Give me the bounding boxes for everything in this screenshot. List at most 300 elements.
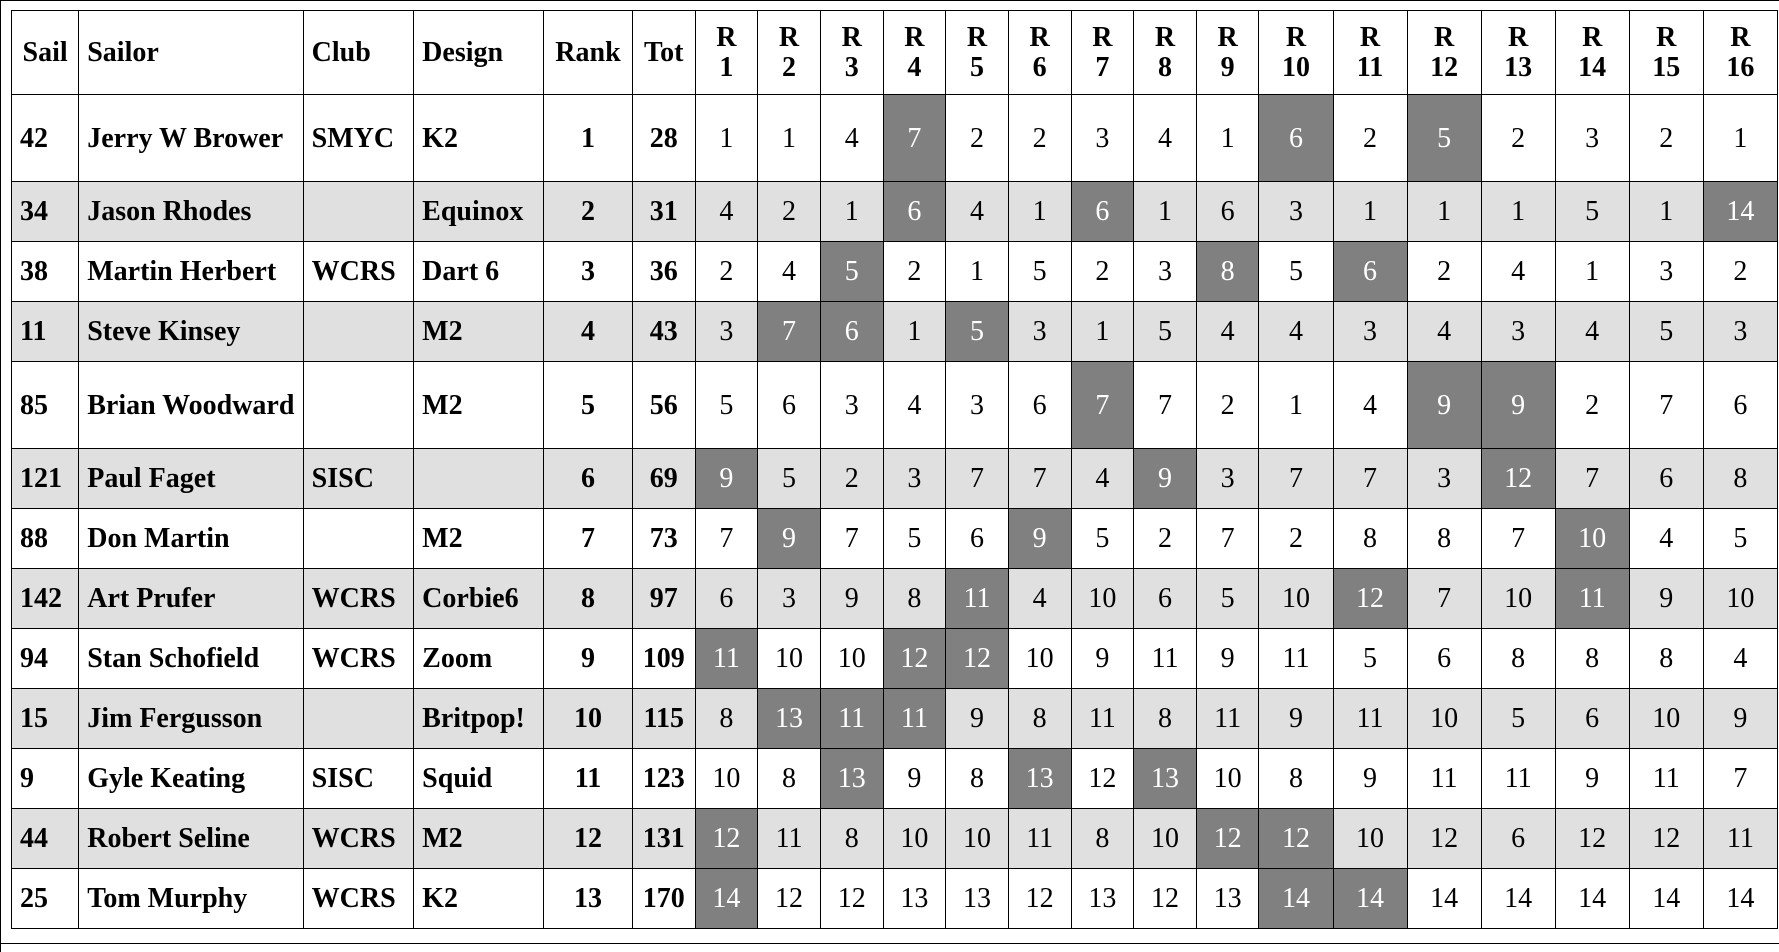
table-row xyxy=(12,242,1778,302)
table-row xyxy=(12,869,1778,929)
page-left-rule xyxy=(0,0,1,952)
cell-race-2-score: 7 xyxy=(758,302,821,362)
cell-club xyxy=(303,182,414,242)
cell-race-14-score: 11 xyxy=(1555,569,1629,629)
cell-race-4-score: 7 xyxy=(883,95,946,182)
table-row xyxy=(12,809,1778,869)
cell-race-12-score: 3 xyxy=(1407,449,1481,509)
cell-race-12-score: 7 xyxy=(1407,569,1481,629)
cell-race-2-score: 2 xyxy=(758,182,821,242)
header-race-10[interactable] xyxy=(1259,11,1333,95)
cell-race-13-score: 6 xyxy=(1481,809,1555,869)
cell-race-10-score: 9 xyxy=(1259,689,1333,749)
cell-design: M2 xyxy=(414,809,544,869)
cell-race-5-score: 11 xyxy=(946,569,1009,629)
cell-club xyxy=(303,362,414,449)
page-top-rule xyxy=(0,0,1779,1)
cell-race-4-score: 1 xyxy=(883,302,946,362)
cell-club: WCRS xyxy=(303,809,414,869)
header-design[interactable]: Design xyxy=(414,11,544,95)
header-race-6[interactable] xyxy=(1008,11,1071,95)
cell-race-16-score: 8 xyxy=(1703,449,1777,509)
cell-race-5-score: 7 xyxy=(946,449,1009,509)
cell-race-7-score: 8 xyxy=(1071,809,1134,869)
cell-race-2-score: 9 xyxy=(758,509,821,569)
cell-race-11-score: 2 xyxy=(1333,95,1407,182)
cell-race-9-score: 5 xyxy=(1196,569,1259,629)
header-race-15[interactable] xyxy=(1629,11,1703,95)
cell-sail: 142 xyxy=(12,569,79,629)
cell-race-8-score: 10 xyxy=(1134,809,1197,869)
cell-race-6-score: 3 xyxy=(1008,302,1071,362)
header-race-number: 1 xyxy=(719,51,734,83)
header-race-16[interactable] xyxy=(1703,11,1777,95)
cell-race-2-score: 12 xyxy=(758,869,821,929)
cell-race-4-score: 11 xyxy=(883,689,946,749)
header-race-number: 5 xyxy=(970,51,985,83)
cell-race-1-score: 4 xyxy=(695,182,758,242)
cell-race-13-score: 12 xyxy=(1481,449,1555,509)
cell-rank: 8 xyxy=(544,569,633,629)
cell-race-6-score: 5 xyxy=(1008,242,1071,302)
cell-tot: 56 xyxy=(632,362,695,449)
header-race-4[interactable] xyxy=(883,11,946,95)
cell-rank: 6 xyxy=(544,449,633,509)
page-bottom-rule xyxy=(0,943,1779,944)
header-race-letter: R xyxy=(1433,21,1455,53)
cell-race-11-score: 14 xyxy=(1333,869,1407,929)
cell-race-16-score: 6 xyxy=(1703,362,1777,449)
cell-race-2-score: 5 xyxy=(758,449,821,509)
cell-race-9-score: 1 xyxy=(1196,95,1259,182)
cell-race-8-score: 7 xyxy=(1134,362,1197,449)
cell-race-3-score: 3 xyxy=(820,362,883,449)
header-race-letter: R xyxy=(1359,21,1381,53)
table-row xyxy=(12,182,1778,242)
header-sail[interactable]: Sail xyxy=(12,11,79,95)
cell-race-15-score: 12 xyxy=(1629,809,1703,869)
cell-rank: 13 xyxy=(544,869,633,929)
cell-sailor: Don Martin xyxy=(79,509,303,569)
cell-race-15-score: 2 xyxy=(1629,95,1703,182)
cell-race-7-score: 9 xyxy=(1071,629,1134,689)
cell-race-16-score: 4 xyxy=(1703,629,1777,689)
cell-race-13-score: 5 xyxy=(1481,689,1555,749)
cell-rank: 12 xyxy=(544,809,633,869)
cell-design: K2 xyxy=(414,95,544,182)
cell-race-7-score: 1 xyxy=(1071,302,1134,362)
cell-race-8-score: 2 xyxy=(1134,509,1197,569)
cell-race-15-score: 6 xyxy=(1629,449,1703,509)
cell-race-1-score: 10 xyxy=(695,749,758,809)
header-rank[interactable]: Rank xyxy=(544,11,633,95)
cell-race-6-score: 10 xyxy=(1008,629,1071,689)
results-table xyxy=(11,10,1778,929)
cell-club: WCRS xyxy=(303,629,414,689)
header-race-number: 7 xyxy=(1095,51,1110,83)
header-race-8[interactable] xyxy=(1134,11,1197,95)
header-race-letter: R xyxy=(778,21,800,53)
cell-race-3-score: 8 xyxy=(820,809,883,869)
cell-race-7-score: 2 xyxy=(1071,242,1134,302)
cell-sailor: Steve Kinsey xyxy=(79,302,303,362)
header-race-number: 15 xyxy=(1652,51,1681,83)
cell-race-1-score: 7 xyxy=(695,509,758,569)
cell-rank: 10 xyxy=(544,689,633,749)
cell-race-13-score: 11 xyxy=(1481,749,1555,809)
cell-rank: 1 xyxy=(544,95,633,182)
cell-race-16-score: 7 xyxy=(1703,749,1777,809)
cell-rank: 2 xyxy=(544,182,633,242)
cell-sailor: Gyle Keating xyxy=(79,749,303,809)
cell-race-11-score: 9 xyxy=(1333,749,1407,809)
cell-sail: 15 xyxy=(12,689,79,749)
cell-race-3-score: 13 xyxy=(820,749,883,809)
cell-race-4-score: 4 xyxy=(883,362,946,449)
cell-race-11-score: 11 xyxy=(1333,689,1407,749)
cell-race-3-score: 12 xyxy=(820,869,883,929)
cell-race-15-score: 1 xyxy=(1629,182,1703,242)
cell-race-6-score: 9 xyxy=(1008,509,1071,569)
cell-race-9-score: 6 xyxy=(1196,182,1259,242)
cell-race-5-score: 10 xyxy=(946,809,1009,869)
header-race-number: 2 xyxy=(782,51,797,83)
cell-race-12-score: 9 xyxy=(1407,362,1481,449)
cell-race-10-score: 5 xyxy=(1259,242,1333,302)
cell-sail: 38 xyxy=(12,242,79,302)
cell-sailor: Brian Woodward xyxy=(79,362,303,449)
cell-sail: 25 xyxy=(12,869,79,929)
cell-race-3-score: 7 xyxy=(820,509,883,569)
cell-race-5-score: 4 xyxy=(946,182,1009,242)
cell-race-5-score: 1 xyxy=(946,242,1009,302)
cell-tot: 31 xyxy=(632,182,695,242)
cell-race-13-score: 4 xyxy=(1481,242,1555,302)
cell-sail: 11 xyxy=(12,302,79,362)
cell-race-1-score: 12 xyxy=(695,809,758,869)
cell-race-13-score: 3 xyxy=(1481,302,1555,362)
cell-sailor: Stan Schofield xyxy=(79,629,303,689)
cell-race-12-score: 10 xyxy=(1407,689,1481,749)
cell-race-7-score: 12 xyxy=(1071,749,1134,809)
cell-design: Britpop! xyxy=(414,689,544,749)
cell-race-10-score: 7 xyxy=(1259,449,1333,509)
cell-race-11-score: 4 xyxy=(1333,362,1407,449)
cell-race-11-score: 10 xyxy=(1333,809,1407,869)
cell-race-12-score: 1 xyxy=(1407,182,1481,242)
cell-sailor: Robert Seline xyxy=(79,809,303,869)
header-race-letter: R xyxy=(904,21,925,53)
header-club[interactable]: Club xyxy=(303,11,414,95)
cell-race-2-score: 1 xyxy=(758,95,821,182)
cell-race-6-score: 13 xyxy=(1008,749,1071,809)
cell-race-6-score: 2 xyxy=(1008,95,1071,182)
cell-race-2-score: 13 xyxy=(758,689,821,749)
cell-sail: 9 xyxy=(12,749,79,809)
cell-race-10-score: 1 xyxy=(1259,362,1333,449)
cell-race-14-score: 8 xyxy=(1555,629,1629,689)
cell-race-8-score: 6 xyxy=(1134,569,1197,629)
cell-race-16-score: 11 xyxy=(1703,809,1777,869)
cell-race-5-score: 12 xyxy=(946,629,1009,689)
header-race-number: 4 xyxy=(907,51,922,83)
table-row xyxy=(12,749,1778,809)
cell-race-14-score: 6 xyxy=(1555,689,1629,749)
cell-race-15-score: 10 xyxy=(1629,689,1703,749)
cell-race-7-score: 4 xyxy=(1071,449,1134,509)
cell-race-10-score: 6 xyxy=(1259,95,1333,182)
cell-race-4-score: 5 xyxy=(883,509,946,569)
cell-race-8-score: 1 xyxy=(1134,182,1197,242)
cell-race-9-score: 2 xyxy=(1196,362,1259,449)
cell-race-15-score: 14 xyxy=(1629,869,1703,929)
cell-race-11-score: 12 xyxy=(1333,569,1407,629)
cell-race-7-score: 11 xyxy=(1071,689,1134,749)
cell-race-3-score: 10 xyxy=(820,629,883,689)
header-race-7[interactable] xyxy=(1071,11,1134,95)
cell-race-9-score: 4 xyxy=(1196,302,1259,362)
cell-sailor: Jason Rhodes xyxy=(79,182,303,242)
header-sailor[interactable]: Sailor xyxy=(79,11,303,95)
cell-race-3-score: 11 xyxy=(820,689,883,749)
cell-race-14-score: 1 xyxy=(1555,242,1629,302)
cell-race-13-score: 8 xyxy=(1481,629,1555,689)
header-race-letter: R xyxy=(1092,21,1113,53)
cell-race-14-score: 10 xyxy=(1555,509,1629,569)
cell-race-4-score: 8 xyxy=(883,569,946,629)
cell-race-6-score: 1 xyxy=(1008,182,1071,242)
cell-race-16-score: 14 xyxy=(1703,869,1777,929)
cell-race-12-score: 11 xyxy=(1407,749,1481,809)
cell-sailor: Paul Faget xyxy=(79,449,303,509)
cell-race-12-score: 6 xyxy=(1407,629,1481,689)
header-race-13[interactable] xyxy=(1481,11,1555,95)
header-race-9[interactable] xyxy=(1196,11,1259,95)
header-race-number: 13 xyxy=(1504,51,1533,83)
header-race-3[interactable] xyxy=(820,11,883,95)
cell-race-1-score: 3 xyxy=(695,302,758,362)
cell-tot: 131 xyxy=(632,809,695,869)
table-row xyxy=(12,689,1778,749)
cell-rank: 7 xyxy=(544,509,633,569)
cell-tot: 123 xyxy=(632,749,695,809)
cell-race-11-score: 1 xyxy=(1333,182,1407,242)
cell-race-9-score: 12 xyxy=(1196,809,1259,869)
cell-race-14-score: 3 xyxy=(1555,95,1629,182)
results-body xyxy=(12,95,1778,929)
header-race-number: 9 xyxy=(1220,51,1235,83)
cell-tot: 36 xyxy=(632,242,695,302)
cell-race-5-score: 2 xyxy=(946,95,1009,182)
cell-race-13-score: 14 xyxy=(1481,869,1555,929)
cell-race-6-score: 4 xyxy=(1008,569,1071,629)
cell-race-8-score: 13 xyxy=(1134,749,1197,809)
cell-race-5-score: 9 xyxy=(946,689,1009,749)
cell-race-16-score: 1 xyxy=(1703,95,1777,182)
cell-tot: 170 xyxy=(632,869,695,929)
header-race-letter: R xyxy=(966,21,988,53)
cell-race-12-score: 14 xyxy=(1407,869,1481,929)
cell-tot: 28 xyxy=(632,95,695,182)
cell-race-9-score: 3 xyxy=(1196,449,1259,509)
cell-tot: 73 xyxy=(632,509,695,569)
cell-race-1-score: 5 xyxy=(695,362,758,449)
header-race-letter: R xyxy=(1656,21,1677,53)
header-race-letter: R xyxy=(1217,21,1238,53)
cell-race-15-score: 11 xyxy=(1629,749,1703,809)
cell-race-13-score: 9 xyxy=(1481,362,1555,449)
cell-race-16-score: 10 xyxy=(1703,569,1777,629)
header-race-1[interactable] xyxy=(695,11,758,95)
cell-sailor: Jim Fergusson xyxy=(79,689,303,749)
header-tot[interactable]: Tot xyxy=(632,11,695,95)
cell-race-2-score: 4 xyxy=(758,242,821,302)
cell-race-8-score: 11 xyxy=(1134,629,1197,689)
cell-race-7-score: 13 xyxy=(1071,869,1134,929)
cell-club xyxy=(303,509,414,569)
cell-sail: 44 xyxy=(12,809,79,869)
cell-club: WCRS xyxy=(303,569,414,629)
cell-tot: 43 xyxy=(632,302,695,362)
cell-race-11-score: 3 xyxy=(1333,302,1407,362)
cell-race-4-score: 2 xyxy=(883,242,946,302)
cell-race-16-score: 9 xyxy=(1703,689,1777,749)
cell-race-3-score: 1 xyxy=(820,182,883,242)
cell-race-13-score: 2 xyxy=(1481,95,1555,182)
cell-sailor: Art Prufer xyxy=(79,569,303,629)
cell-race-14-score: 5 xyxy=(1555,182,1629,242)
cell-race-8-score: 8 xyxy=(1134,689,1197,749)
cell-race-1-score: 6 xyxy=(695,569,758,629)
cell-club xyxy=(303,689,414,749)
cell-race-14-score: 9 xyxy=(1555,749,1629,809)
cell-race-10-score: 3 xyxy=(1259,182,1333,242)
cell-race-9-score: 13 xyxy=(1196,869,1259,929)
header-race-letter: R xyxy=(1285,21,1307,53)
header-race-5[interactable] xyxy=(946,11,1009,95)
cell-design xyxy=(414,449,544,509)
cell-race-13-score: 10 xyxy=(1481,569,1555,629)
header-race-14[interactable] xyxy=(1555,11,1629,95)
cell-race-10-score: 8 xyxy=(1259,749,1333,809)
cell-rank: 5 xyxy=(544,362,633,449)
cell-club: SMYC xyxy=(303,95,414,182)
header-race-letter: R xyxy=(1508,21,1529,53)
cell-race-15-score: 4 xyxy=(1629,509,1703,569)
cell-tot: 97 xyxy=(632,569,695,629)
cell-race-4-score: 9 xyxy=(883,749,946,809)
table-row xyxy=(12,569,1778,629)
cell-race-16-score: 14 xyxy=(1703,182,1777,242)
cell-race-13-score: 7 xyxy=(1481,509,1555,569)
cell-design: K2 xyxy=(414,869,544,929)
cell-race-15-score: 7 xyxy=(1629,362,1703,449)
cell-design: M2 xyxy=(414,302,544,362)
header-race-number: 16 xyxy=(1726,51,1755,83)
cell-race-1-score: 2 xyxy=(695,242,758,302)
cell-race-2-score: 3 xyxy=(758,569,821,629)
cell-race-15-score: 9 xyxy=(1629,569,1703,629)
cell-race-12-score: 5 xyxy=(1407,95,1481,182)
cell-race-3-score: 9 xyxy=(820,569,883,629)
cell-race-6-score: 12 xyxy=(1008,869,1071,929)
table-row xyxy=(12,95,1778,182)
cell-race-7-score: 6 xyxy=(1071,182,1134,242)
cell-race-11-score: 7 xyxy=(1333,449,1407,509)
cell-design: Dart 6 xyxy=(414,242,544,302)
cell-race-16-score: 5 xyxy=(1703,509,1777,569)
cell-design: M2 xyxy=(414,509,544,569)
header-race-number: 6 xyxy=(1032,51,1047,83)
cell-race-8-score: 9 xyxy=(1134,449,1197,509)
cell-sail: 34 xyxy=(12,182,79,242)
table-row xyxy=(12,302,1778,362)
header-race-number: 10 xyxy=(1281,51,1310,83)
cell-race-2-score: 8 xyxy=(758,749,821,809)
cell-sail: 88 xyxy=(12,509,79,569)
cell-race-11-score: 5 xyxy=(1333,629,1407,689)
header-race-letter: R xyxy=(716,21,737,53)
cell-race-4-score: 12 xyxy=(883,629,946,689)
cell-race-5-score: 8 xyxy=(946,749,1009,809)
cell-race-5-score: 6 xyxy=(946,509,1009,569)
cell-race-7-score: 3 xyxy=(1071,95,1134,182)
header-row xyxy=(12,11,1778,95)
cell-sail: 94 xyxy=(12,629,79,689)
cell-race-6-score: 7 xyxy=(1008,449,1071,509)
cell-race-14-score: 2 xyxy=(1555,362,1629,449)
cell-design: Zoom xyxy=(414,629,544,689)
cell-race-6-score: 8 xyxy=(1008,689,1071,749)
table-row xyxy=(12,509,1778,569)
table-row xyxy=(12,362,1778,449)
header-race-12[interactable] xyxy=(1407,11,1481,95)
cell-race-8-score: 12 xyxy=(1134,869,1197,929)
cell-race-1-score: 9 xyxy=(695,449,758,509)
cell-race-13-score: 1 xyxy=(1481,182,1555,242)
header-race-letter: R xyxy=(1154,21,1176,53)
cell-club: SISC xyxy=(303,749,414,809)
cell-club: SISC xyxy=(303,449,414,509)
header-race-letter: R xyxy=(1582,21,1603,53)
cell-race-9-score: 11 xyxy=(1196,689,1259,749)
cell-race-10-score: 12 xyxy=(1259,809,1333,869)
cell-sailor: Tom Murphy xyxy=(79,869,303,929)
cell-club: WCRS xyxy=(303,242,414,302)
cell-rank: 11 xyxy=(544,749,633,809)
cell-race-10-score: 4 xyxy=(1259,302,1333,362)
cell-race-4-score: 6 xyxy=(883,182,946,242)
header-race-letter: R xyxy=(1730,21,1751,53)
cell-race-15-score: 3 xyxy=(1629,242,1703,302)
cell-race-10-score: 2 xyxy=(1259,509,1333,569)
cell-race-1-score: 11 xyxy=(695,629,758,689)
cell-rank: 3 xyxy=(544,242,633,302)
cell-race-8-score: 5 xyxy=(1134,302,1197,362)
header-race-letter: R xyxy=(841,21,862,53)
cell-race-1-score: 8 xyxy=(695,689,758,749)
cell-club: WCRS xyxy=(303,869,414,929)
cell-race-7-score: 10 xyxy=(1071,569,1134,629)
cell-race-16-score: 2 xyxy=(1703,242,1777,302)
cell-race-3-score: 5 xyxy=(820,242,883,302)
header-race-2[interactable] xyxy=(758,11,821,95)
header-race-11[interactable] xyxy=(1333,11,1407,95)
cell-race-7-score: 5 xyxy=(1071,509,1134,569)
cell-sail: 85 xyxy=(12,362,79,449)
cell-race-12-score: 2 xyxy=(1407,242,1481,302)
header-race-number: 11 xyxy=(1356,51,1384,83)
